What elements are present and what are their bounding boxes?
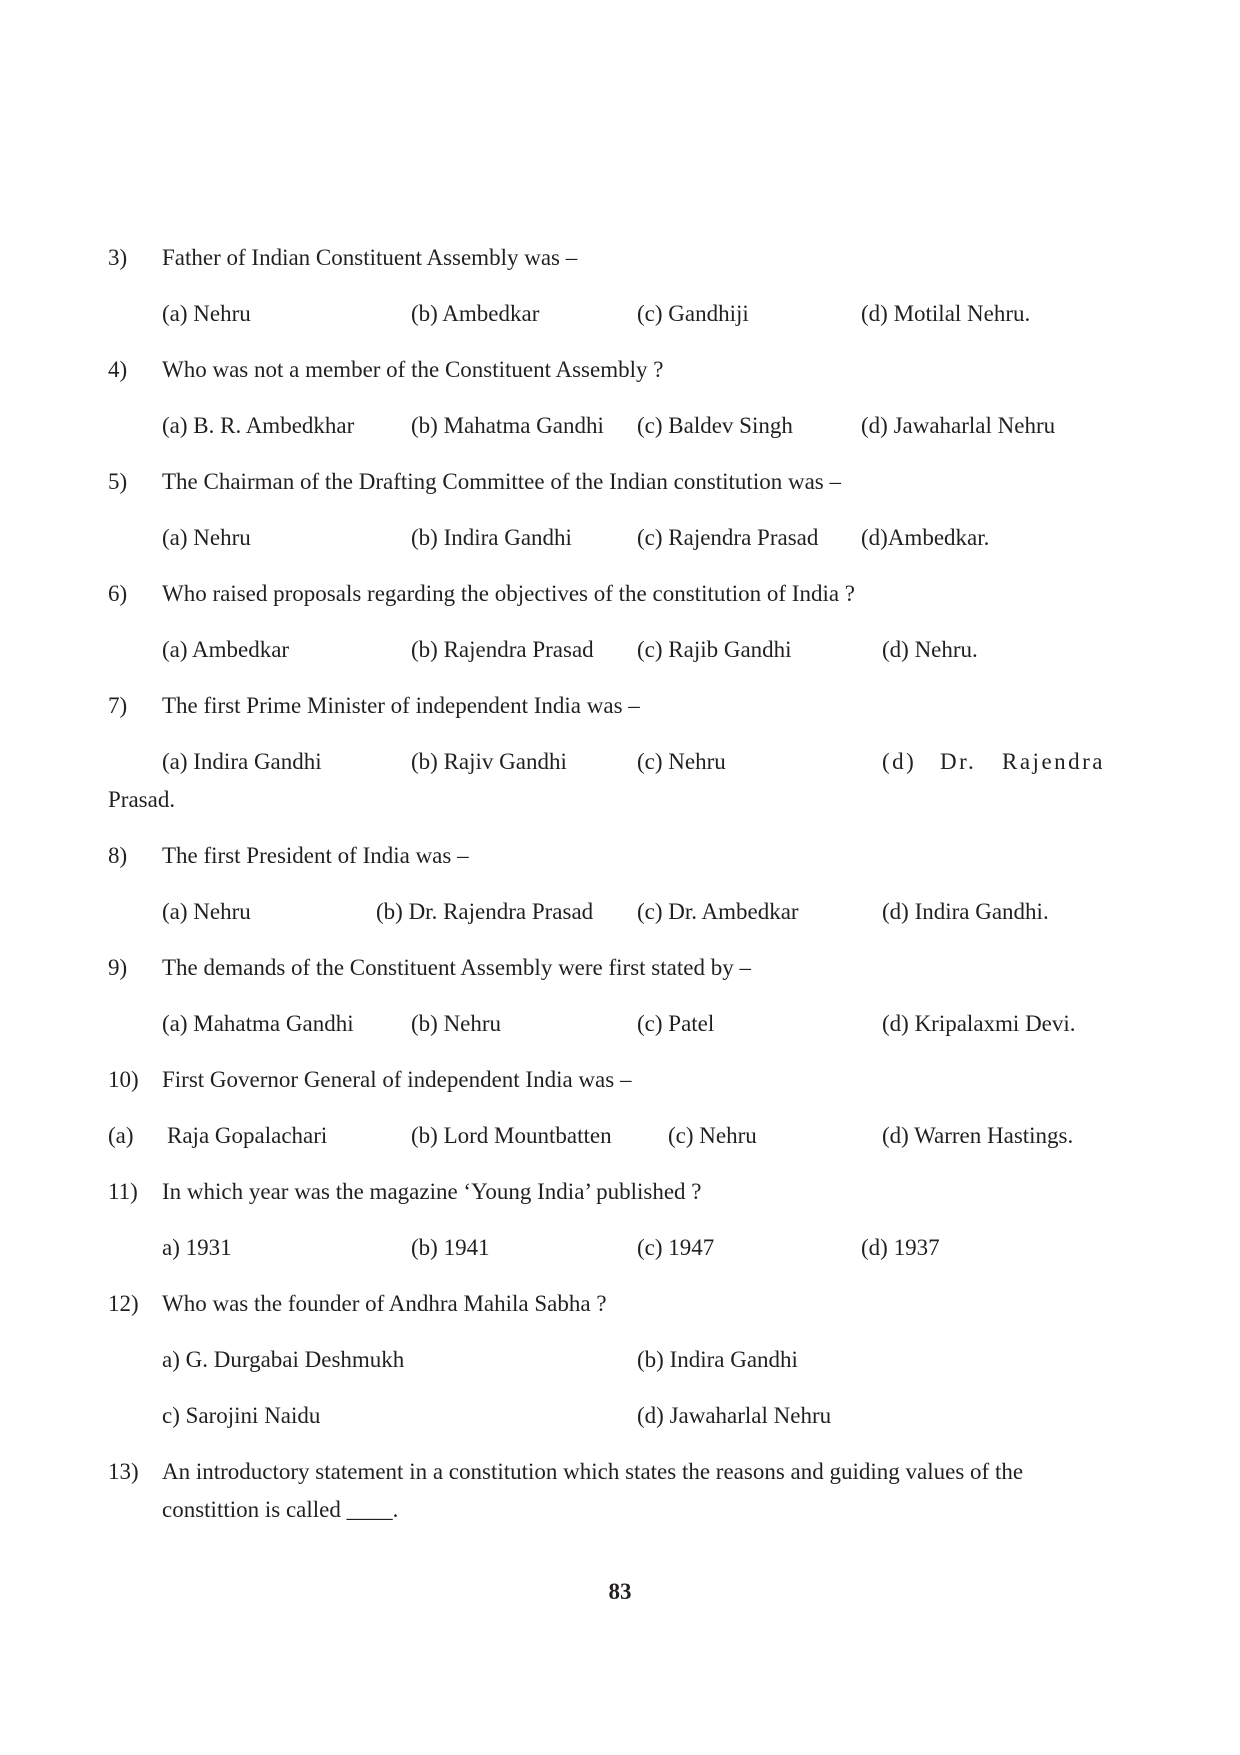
question-13-continued [0, 1490, 1240, 1530]
option-d: (d) Indira Gandhi. [882, 899, 1049, 924]
question-text: Father of Indian Constituent Assembly was – [162, 245, 578, 270]
question-text: The Chairman of the Drafting Committee of the Indian constitution was – [162, 469, 841, 494]
option-a: (a) Nehru [162, 525, 251, 550]
options-7-wrap [0, 780, 1240, 820]
question-text: First Governor General of independent India was – [162, 1067, 632, 1092]
question-text-continued: constittion is called ____. [162, 1497, 399, 1522]
question-text: The first Prime Minister of independent India was – [162, 693, 640, 718]
question-8 [0, 836, 1240, 876]
question-12 [0, 1284, 1240, 1324]
options-12-row-1 [0, 1340, 1240, 1380]
option-d: (d) Jawaharlal Nehru [637, 1403, 832, 1428]
option-b: (b) Indira Gandhi [637, 1347, 798, 1372]
option-d: (d) 1937 [861, 1235, 940, 1260]
option-b: (b) Lord Mountbatten [411, 1123, 612, 1148]
question-number: 6) [108, 581, 128, 606]
option-d-word-3: Prasad. [108, 787, 176, 812]
option-b: (b) Indira Gandhi [411, 525, 572, 550]
options-8 [0, 892, 1240, 932]
question-9 [0, 948, 1240, 988]
options-7 [0, 742, 1240, 782]
option-a: a) 1931 [162, 1235, 232, 1260]
option-d: (d) Warren Hastings. [882, 1123, 1074, 1148]
question-number: 11) [108, 1179, 138, 1204]
option-b: (b) 1941 [411, 1235, 490, 1260]
option-b: (b) Nehru [411, 1011, 502, 1036]
option-d: (d) Motilal Nehru. [861, 301, 1031, 326]
option-d-word-1: Dr. [940, 749, 977, 774]
option-c: (c) 1947 [637, 1235, 715, 1260]
options-5 [0, 518, 1240, 558]
option-c: c) Sarojini Naidu [162, 1403, 321, 1428]
question-11 [0, 1172, 1240, 1212]
option-d: (d) Jawaharlal Nehru [861, 413, 1056, 438]
option-d: (d) Kripalaxmi Devi. [882, 1011, 1076, 1036]
question-7 [0, 686, 1240, 726]
option-d-label: (d) [882, 749, 917, 774]
option-c: (c) Nehru [668, 1123, 757, 1148]
question-number: 9) [108, 955, 128, 980]
question-10 [0, 1060, 1240, 1100]
page-number: 83 [608, 1579, 632, 1604]
question-text: Who was the founder of Andhra Mahila Sabha ? [162, 1291, 607, 1316]
question-number: 5) [108, 469, 128, 494]
options-12-row-2 [0, 1396, 1240, 1436]
option-c: (c) Baldev Singh [637, 413, 793, 438]
question-text: Who was not a member of the Constituent Assembly ? [162, 357, 664, 382]
question-text: The demands of the Constituent Assembly were first stated by – [162, 955, 751, 980]
options-9 [0, 1004, 1240, 1044]
question-number: 10) [108, 1067, 139, 1092]
question-13 [0, 1452, 1240, 1492]
question-4 [0, 350, 1240, 390]
option-d-word-2: Rajendra [1002, 749, 1106, 774]
option-a: a) G. Durgabai Deshmukh [162, 1347, 405, 1372]
question-number: 3) [108, 245, 128, 270]
option-b: (b) Dr. Rajendra Prasad [376, 899, 594, 924]
question-number: 13) [108, 1459, 139, 1484]
question-text: An introductory statement in a constitution which states the reasons and guiding values of the [162, 1459, 1024, 1484]
option-c: (c) Patel [637, 1011, 715, 1036]
options-3 [0, 294, 1240, 334]
option-a: (a) Nehru [162, 899, 251, 924]
option-a: Raja Gopalachari [167, 1123, 328, 1148]
question-number: 7) [108, 693, 128, 718]
option-a: (a) Indira Gandhi [162, 749, 322, 774]
question-number: 12) [108, 1291, 139, 1316]
question-6 [0, 574, 1240, 614]
option-a: (a) Ambedkar [162, 637, 290, 662]
option-a-label: (a) [108, 1123, 134, 1148]
option-d: (d) Nehru. [882, 637, 978, 662]
option-a: (a) B. R. Ambedkhar [162, 413, 355, 438]
option-b: (b) Rajendra Prasad [411, 637, 594, 662]
options-4 [0, 406, 1240, 446]
question-text: The first President of India was – [162, 843, 469, 868]
option-c: (c) Rajib Gandhi [637, 637, 792, 662]
question-number: 4) [108, 357, 128, 382]
options-11 [0, 1228, 1240, 1268]
question-text: Who raised proposals regarding the objectives of the constitution of India ? [162, 581, 855, 606]
question-5 [0, 462, 1240, 502]
options-6 [0, 630, 1240, 670]
option-c: (c) Dr. Ambedkar [637, 899, 799, 924]
question-number: 8) [108, 843, 128, 868]
option-d: (d)Ambedkar. [861, 525, 990, 550]
question-text: In which year was the magazine ‘Young India’ published ? [162, 1179, 702, 1204]
option-b: (b) Mahatma Gandhi [411, 413, 604, 438]
option-b: (b) Ambedkar [411, 301, 540, 326]
option-a: (a) Nehru [162, 301, 251, 326]
option-a: (a) Mahatma Gandhi [162, 1011, 354, 1036]
option-c: (c) Nehru [637, 749, 726, 774]
question-3 [0, 238, 1240, 278]
option-c: (c) Gandhiji [637, 301, 749, 326]
option-c: (c) Rajendra Prasad [637, 525, 819, 550]
option-b: (b) Rajiv Gandhi [411, 749, 567, 774]
options-10 [0, 1116, 1240, 1156]
